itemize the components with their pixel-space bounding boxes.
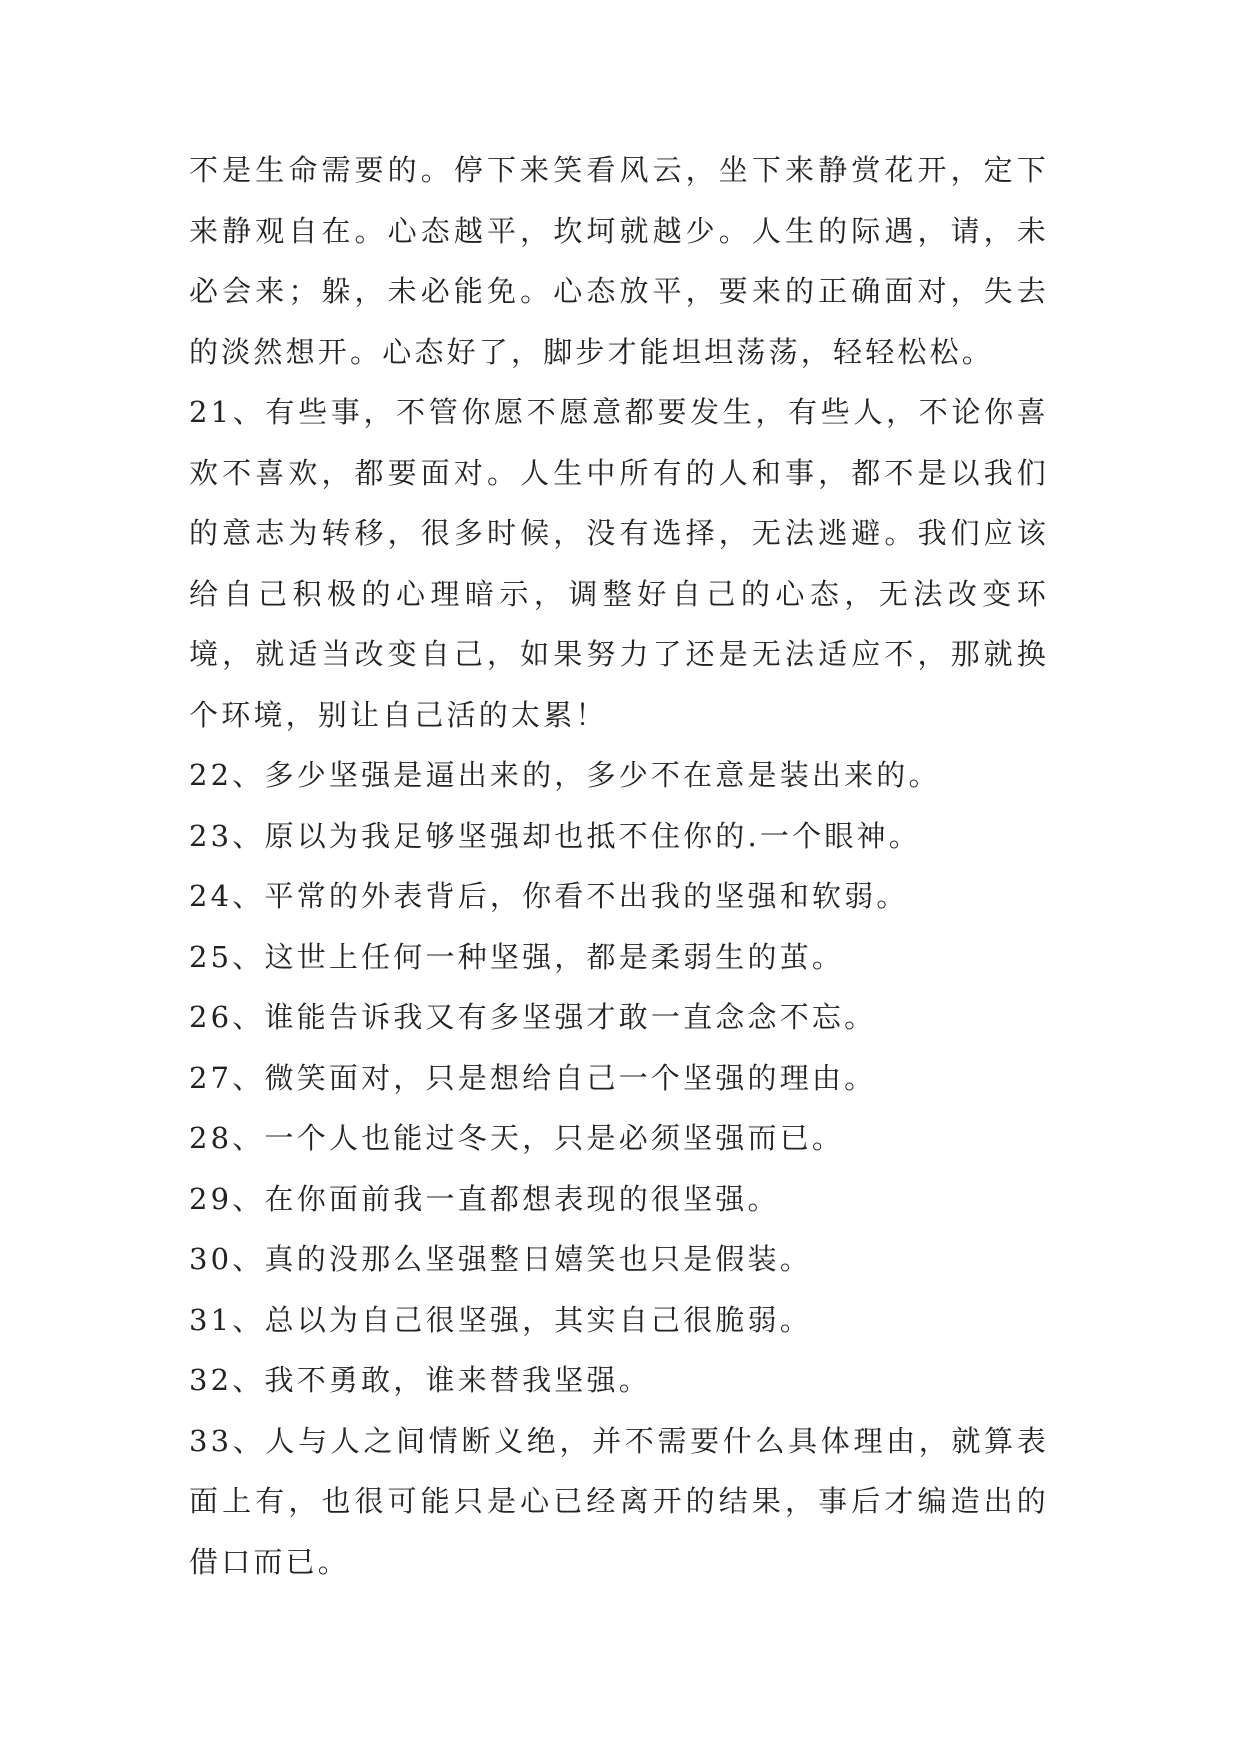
paragraph-item-23: 23、原以为我足够坚强却也抵不住你的.一个眼神。 [189,818,921,853]
paragraph-item-33: 33、人与人之间情断义绝，并不需要什么具体理由，就算表面上有，也很可能只是心已经离开的结果，事后才编造出的借口而已。 [189,1423,1049,1579]
paragraph-item-28: 28、一个人也能过冬天，只是必须坚强而已。 [189,1121,845,1155]
paragraph-item-31: 31、总以为自己很坚强，其实自己很脆弱。 [189,1302,812,1337]
paragraph-continuation: 不是生命需要的。停下来笑看风云，坐下来静赏花开，定下来静观自在。心态越平，坎坷就越少。人生的际遇，请，未必会来；躲，未必能免。心态放平，要来的正确面对，失去的淡然想开。心态好了，脚步才能坦坦荡荡，轻轻松松。 [189,153,1049,369]
paragraph-item-21: 21、有些事，不管你愿不愿意都要发生，有些人，不论你喜欢不喜欢，都要面对。人生中所有的人和事，都不是以我们的意志为转移，很多时候，没有选择，无法逃避。我们应该给自己积极的心理暗示，调整好自己的心态，无法改变环境，就适当改变自己，如果努力了还是无法适应不，那就换个环境，别让自己活的太累！ [189,395,1049,732]
paragraph-item-27: 27、微笑面对，只是想给自己一个坚强的理由。 [189,1060,877,1095]
paragraph-item-26: 26、谁能告诉我又有多坚强才敢一直念念不忘。 [189,1000,877,1034]
paragraph-item-24: 24、平常的外表背后，你看不出我的坚强和软弱。 [189,879,909,913]
paragraph-item-25: 25、这世上任何一种坚强，都是柔弱生的茧。 [189,939,845,974]
paragraph-item-22: 22、多少坚强是逼出来的，多少不在意是装出来的。 [189,758,941,792]
paragraph-item-30: 30、真的没那么坚强整日嬉笑也只是假装。 [189,1242,812,1276]
paragraph-item-29: 29、在你面前我一直都想表现的很坚强。 [189,1181,780,1216]
paragraph-item-32: 32、我不勇敢，谁来替我坚强。 [189,1363,651,1397]
document-page [189,140,1049,1592]
